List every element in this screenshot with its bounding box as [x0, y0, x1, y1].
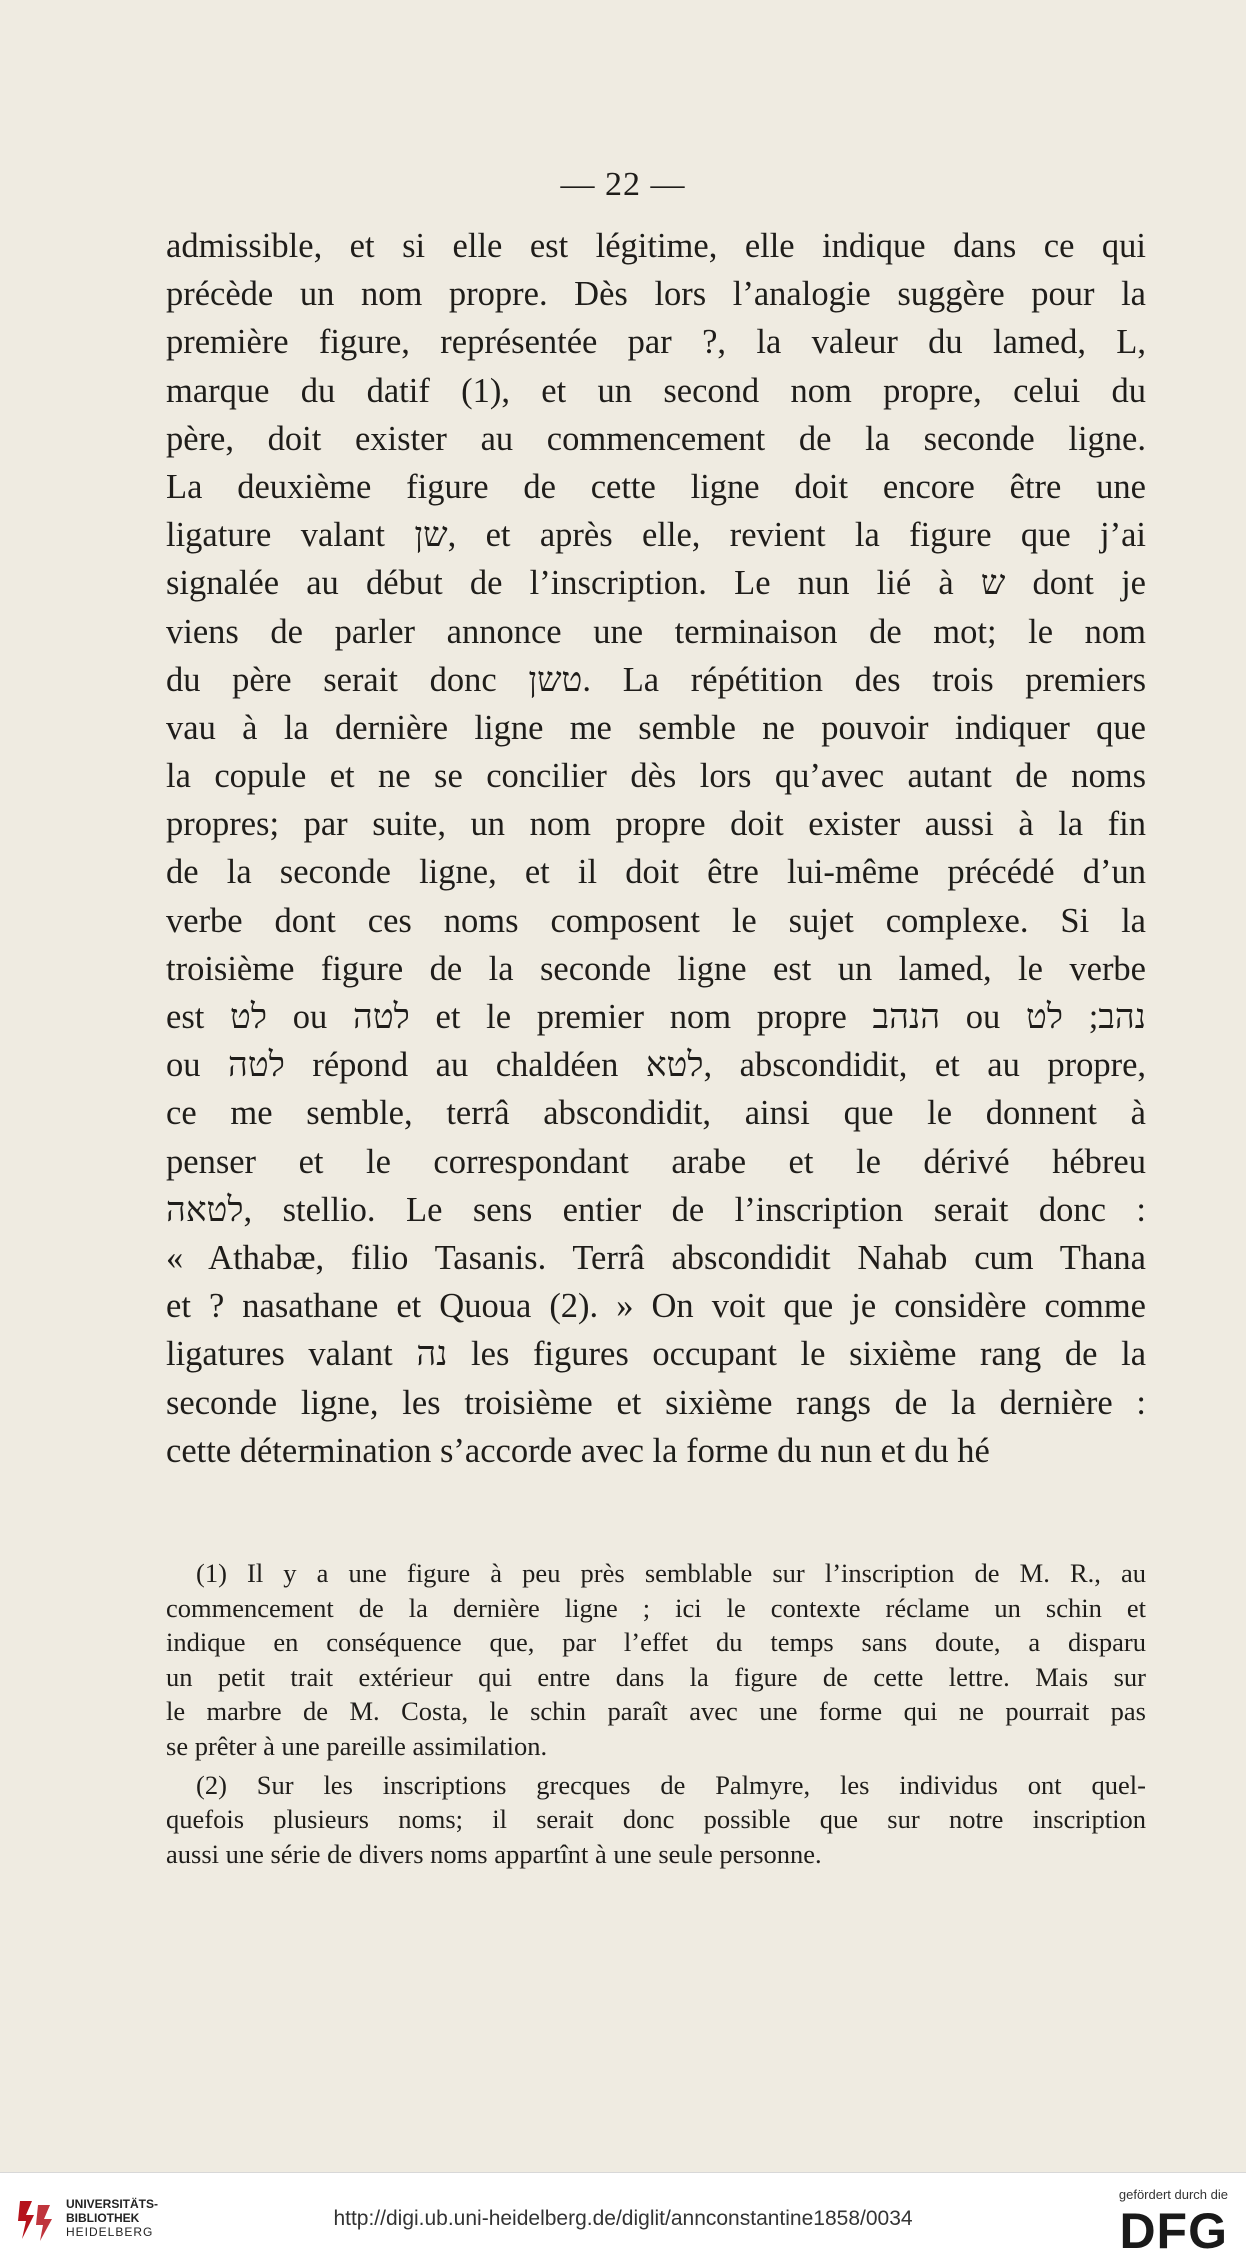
footnote-1-line: commencement de la dernière ligne ; ici le contexte réclame un schin et: [166, 1592, 1146, 1623]
text-line: admissible, et si elle est légitime, elle indique dans ce qui: [166, 227, 1146, 265]
main-text: [166, 222, 1146, 1475]
text-line: troisième figure de la seconde ligne est un lamed, le verbe: [166, 949, 1146, 988]
page-number: — 22 —: [560, 166, 686, 203]
footnote-1-line: (1) Il y a une figure à peu près semblable sur l’inscription de M. R., au: [196, 1558, 1146, 1588]
footnote-1-line: le marbre de M. Costa, le schin paraît avec une forme qui ne pourrait pas: [166, 1696, 1146, 1727]
dfg-logo: DFG: [1119, 2203, 1228, 2259]
text-line: verbe dont ces noms composent le sujet complexe. Si la: [166, 901, 1146, 940]
text-line: « Athabæ, filio Tasanis. Terrâ abscondidit Nahab cum Thana: [166, 1238, 1146, 1277]
text-line: penser et le correspondant arabe et le dérivé hébreu: [166, 1142, 1146, 1181]
footnote-2-line: aussi une série de divers noms appartînt à une seule personne.: [166, 1838, 822, 1869]
text-line: vau à la dernière ligne me semble ne pouvoir indiquer que: [166, 708, 1146, 747]
footer-bar: [0, 2172, 1246, 2264]
text-line: signalée au début de l’inscription. Le nun lié à ש dont je: [166, 564, 1146, 603]
text-line: seconde ligne, les troisième et sixième rangs de la dernière :: [166, 1383, 1146, 1422]
permalink-url[interactable]: http://digi.ub.uni-heidelberg.de/diglit/annconstantine1858/0034: [333, 2207, 913, 2230]
text-line: ligatures valant נה les figures occupant le sixième rang de la: [166, 1335, 1147, 1374]
text-line: du père serait donc טשן. La répétition des trois premiers: [166, 660, 1146, 699]
text-line: père, doit exister au commencement de la seconde ligne.: [166, 419, 1146, 458]
footnote-2-line: quefois plusieurs noms; il serait donc possible que sur notre inscription: [166, 1804, 1146, 1835]
text-line: de la seconde ligne, et il doit être lui-même précédé d’un: [166, 853, 1146, 892]
text-line: cette détermination s’accorde avec la forme du nun et du hé: [166, 1431, 990, 1470]
sponsor-caption: gefördert durch die: [1118, 2187, 1228, 2202]
text-line: la copule et ne se concilier dès lors qu’avec autant de noms: [166, 757, 1146, 796]
text-line: première figure, représentée par ?, la valeur du lamed, L,: [166, 323, 1146, 362]
footnote-1-line: indique en conséquence que, par l’effet du temps sans doute, a disparu: [166, 1627, 1146, 1658]
footnote-1-line: se prêter à une pareille assimilation.: [166, 1730, 548, 1761]
text-line: ce me semble, terrâ abscondidit, ainsi que le donnent à: [166, 1094, 1146, 1133]
library-name-line: BIBLIOTHEK: [66, 2211, 140, 2225]
footnotes: [166, 1556, 1146, 1871]
text-line: ou לטה répond au chaldéen לטא, abscondidit, et au propre,: [166, 1046, 1147, 1085]
text-line: et ? nasathane et Quoua (2). » On voit que je considère comme: [166, 1287, 1146, 1326]
text-line: précède un nom propre. Dès lors l’analogie suggère pour la: [166, 275, 1146, 314]
text-line: propres; par suite, un nom propre doit exister aussi à la fin: [166, 805, 1146, 844]
footnote-2-line: (2) Sur les inscriptions grecques de Palmyre, les individus ont quel-: [196, 1769, 1146, 1800]
footnote-1-line: un petit trait extérieur qui entre dans la figure de cette lettre. Mais sur: [166, 1661, 1146, 1692]
text-line: marque du datif (1), et un second nom propre, celui du: [166, 371, 1146, 410]
library-name-line: UNIVERSITÄTS-: [66, 2197, 159, 2211]
library-name-line: HEIDELBERG: [66, 2225, 154, 2239]
text-line: La deuxième figure de cette ligne doit encore être une: [166, 467, 1146, 506]
text-line: est לט ou לטה et le premier nom propre הנהב ou נהב; לט: [166, 998, 1146, 1036]
text-line: לטאה, stellio. Le sens entier de l’inscription serait donc :: [166, 1190, 1146, 1229]
text-line: viens de parler annonce une terminaison de mot; le nom: [166, 612, 1146, 651]
text-line: ligature valant שן, et après elle, revient la figure que j’ai: [166, 516, 1146, 555]
